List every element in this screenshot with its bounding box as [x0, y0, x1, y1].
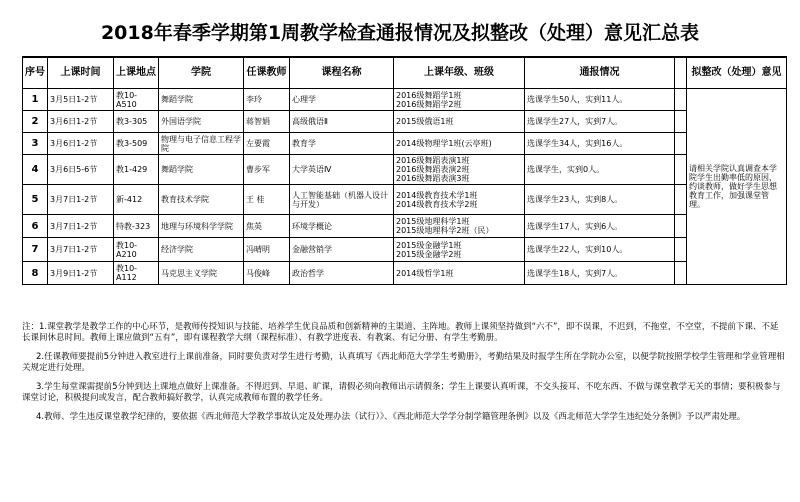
cell-teacher: 焦英: [244, 215, 290, 238]
note-1: 注：1.课堂教学是教学工作的中心环节，是教师传授知识与技能、培养学生优良品质和创新精神的主渠道、主阵地。教师上课须坚持做到“六不”，即不误课，不迟到，不拖堂，不空堂，不提前下课、不延长课间休息时间。教师上课应做到“五有”，即有课程教学大纲（课程标准）、有教学进度表、有教案、有记分册、有学生考勤册。: [22, 322, 779, 343]
note-3: 3.学生每堂课需提前5分钟到达上课地点做好上课准备。不得迟到、早退、旷课，请假必须向教师出示请假条；学生上课要认真听课，不交头接耳、不吃东西、不做与课堂教学无关的事情；要积极参与课堂讨论，积极提问或发言，配合教师搞好教学，认真完成教师布置的教学任务。: [22, 382, 781, 403]
cell-report: 选课学生22人，实到10人。: [525, 238, 675, 262]
col-header-seq: 序号: [23, 57, 48, 89]
cell-college: 马克思主义学院: [159, 262, 244, 285]
cell-seq: 8: [23, 262, 48, 285]
cell-place: 特教-323: [114, 215, 159, 238]
cell-place: 教10-A112: [114, 262, 159, 285]
cell-grade: 2015级金融学1班 2015级金融学2班: [394, 238, 525, 262]
cell-college: 地理与环境科学学院: [159, 215, 244, 238]
cell-course: 高级俄语Ⅱ: [290, 111, 394, 133]
table-row: [23, 262, 787, 285]
cell-course: 人工智能基础（机器人设计与开发）: [290, 185, 394, 215]
cell-time: 3月6日1-2节: [48, 133, 114, 155]
cell-time: 3月6日5-6节: [48, 155, 114, 185]
cell-time: 3月7日1-2节: [48, 215, 114, 238]
cell-college: 外国语学院: [159, 111, 244, 133]
cell-course: 政治哲学: [290, 262, 394, 285]
table-row: [23, 89, 787, 111]
cell-spacer: [675, 155, 687, 185]
cell-grade: 2015级俄语1班: [394, 111, 525, 133]
col-header-spacer: [675, 57, 687, 89]
report-table: [22, 56, 787, 285]
cell-teacher: 冯晴明: [244, 238, 290, 262]
header-row: [23, 57, 787, 89]
cell-spacer: [675, 111, 687, 133]
cell-course: 教育学: [290, 133, 394, 155]
cell-college: 舞蹈学院: [159, 89, 244, 111]
cell-teacher: 左要霞: [244, 133, 290, 155]
cell-teacher: 马俊峰: [244, 262, 290, 285]
cell-grade: 2016级舞蹈表演1班 2016级舞蹈表演2班 2016级舞蹈表演3班: [394, 155, 525, 185]
cell-college: 经济学院: [159, 238, 244, 262]
cell-seq: 1: [23, 89, 48, 111]
cell-seq: 4: [23, 155, 48, 185]
cell-report: 选课学生17人，实到6人。: [525, 215, 675, 238]
cell-seq: 7: [23, 238, 48, 262]
cell-grade: 2014级教育技术学1班 2014级教育技术学2班: [394, 185, 525, 215]
col-header-time: 上课时间: [48, 57, 114, 89]
cell-seq: 5: [23, 185, 48, 215]
cell-teacher: 王 桂: [244, 185, 290, 215]
cell-college: 舞蹈学院: [159, 155, 244, 185]
cell-place: 新-412: [114, 185, 159, 215]
note-2: 2.任课教师要提前5分钟进入教室进行上课前准备，同时要负责对学生进行考勤，认真填写《西北师范大学学生考勤册》，考勤结果及时报学生所在学院办公室，以便学院按照学校学生管理和学业管理相关规定进行处理。: [22, 352, 785, 373]
note-4: 4.教师、学生违反课堂教学纪律的，要依据《西北师范大学教学事故认定及处理办法（试行）》、《西北师范大学学分制学籍管理条例》以及《西北师范大学学生违纪处分条例》予以严肃处理。: [36, 412, 746, 422]
cell-place: 教3-305: [114, 111, 159, 133]
cell-spacer: [675, 185, 687, 215]
cell-place: 教10-A510: [114, 89, 159, 111]
cell-report: 选课学生50人，实到11人。: [525, 89, 675, 111]
cell-seq: 6: [23, 215, 48, 238]
cell-teacher: 李玲: [244, 89, 290, 111]
cell-course: 环境学概论: [290, 215, 394, 238]
cell-course: 心理学: [290, 89, 394, 111]
cell-time: 3月7日1-2节: [48, 185, 114, 215]
table-row: [23, 185, 787, 215]
table-row: [23, 215, 787, 238]
cell-spacer: [675, 89, 687, 111]
cell-time: 3月5日1-2节: [48, 89, 114, 111]
cell-spacer: [675, 262, 687, 285]
cell-report: 选课学生18人，实到7人。: [525, 262, 675, 285]
cell-teacher: 蒋智娟: [244, 111, 290, 133]
cell-college: 物理与电子信息工程学院: [159, 133, 244, 155]
cell-seq: 2: [23, 111, 48, 133]
cell-report: 选课学生23人，实到8人。: [525, 185, 675, 215]
col-header-course: 课程名称: [290, 57, 394, 89]
page-title: 2018年春季学期第1周教学检查通报情况及拟整改（处理）意见汇总表: [100, 22, 700, 44]
table-row: [23, 111, 787, 133]
col-header-report: 通报情况: [525, 57, 675, 89]
cell-place: 教1-429: [114, 155, 159, 185]
cell-course: 金融营销学: [290, 238, 394, 262]
col-header-college: 学院: [159, 57, 244, 89]
cell-time: 3月7日1-2节: [48, 238, 114, 262]
cell-advice: 请相关学院认真调查本学院学生出勤率低的原因，约谈教师，做好学生思想教育工作，加强课堂管理。: [687, 89, 787, 285]
cell-teacher: 曹步军: [244, 155, 290, 185]
cell-grade: 2014级哲学1班: [394, 262, 525, 285]
col-header-grade: 上课年级、班级: [394, 57, 525, 89]
col-header-teacher: 任课教师: [244, 57, 290, 89]
table-row: [23, 155, 787, 185]
cell-place: 教10-A210: [114, 238, 159, 262]
cell-time: 3月6日1-2节: [48, 111, 114, 133]
cell-grade: 2014级物理学1班(云亭班): [394, 133, 525, 155]
table-row: [23, 133, 787, 155]
cell-report: 选课学生，实到0人。: [525, 155, 675, 185]
col-header-place: 上课地点: [114, 57, 159, 89]
cell-time: 3月9日1-2节: [48, 262, 114, 285]
table-row: [23, 238, 787, 262]
cell-college: 教育技术学院: [159, 185, 244, 215]
cell-seq: 3: [23, 133, 48, 155]
cell-grade: 2015级地理科学1班 2015级地理科学2班（民）: [394, 215, 525, 238]
cell-place: 教3-509: [114, 133, 159, 155]
cell-report: 选课学生34人，实到16人。: [525, 133, 675, 155]
cell-report: 选课学生27人，实到7人。: [525, 111, 675, 133]
cell-spacer: [675, 133, 687, 155]
cell-grade: 2016级舞蹈学1班 2016级舞蹈学2班: [394, 89, 525, 111]
cell-spacer: [675, 238, 687, 262]
cell-spacer: [675, 215, 687, 238]
col-header-advice: 拟整改（处理）意见: [687, 57, 787, 89]
cell-course: 大学英语Ⅳ: [290, 155, 394, 185]
notes-section: [22, 322, 786, 431]
